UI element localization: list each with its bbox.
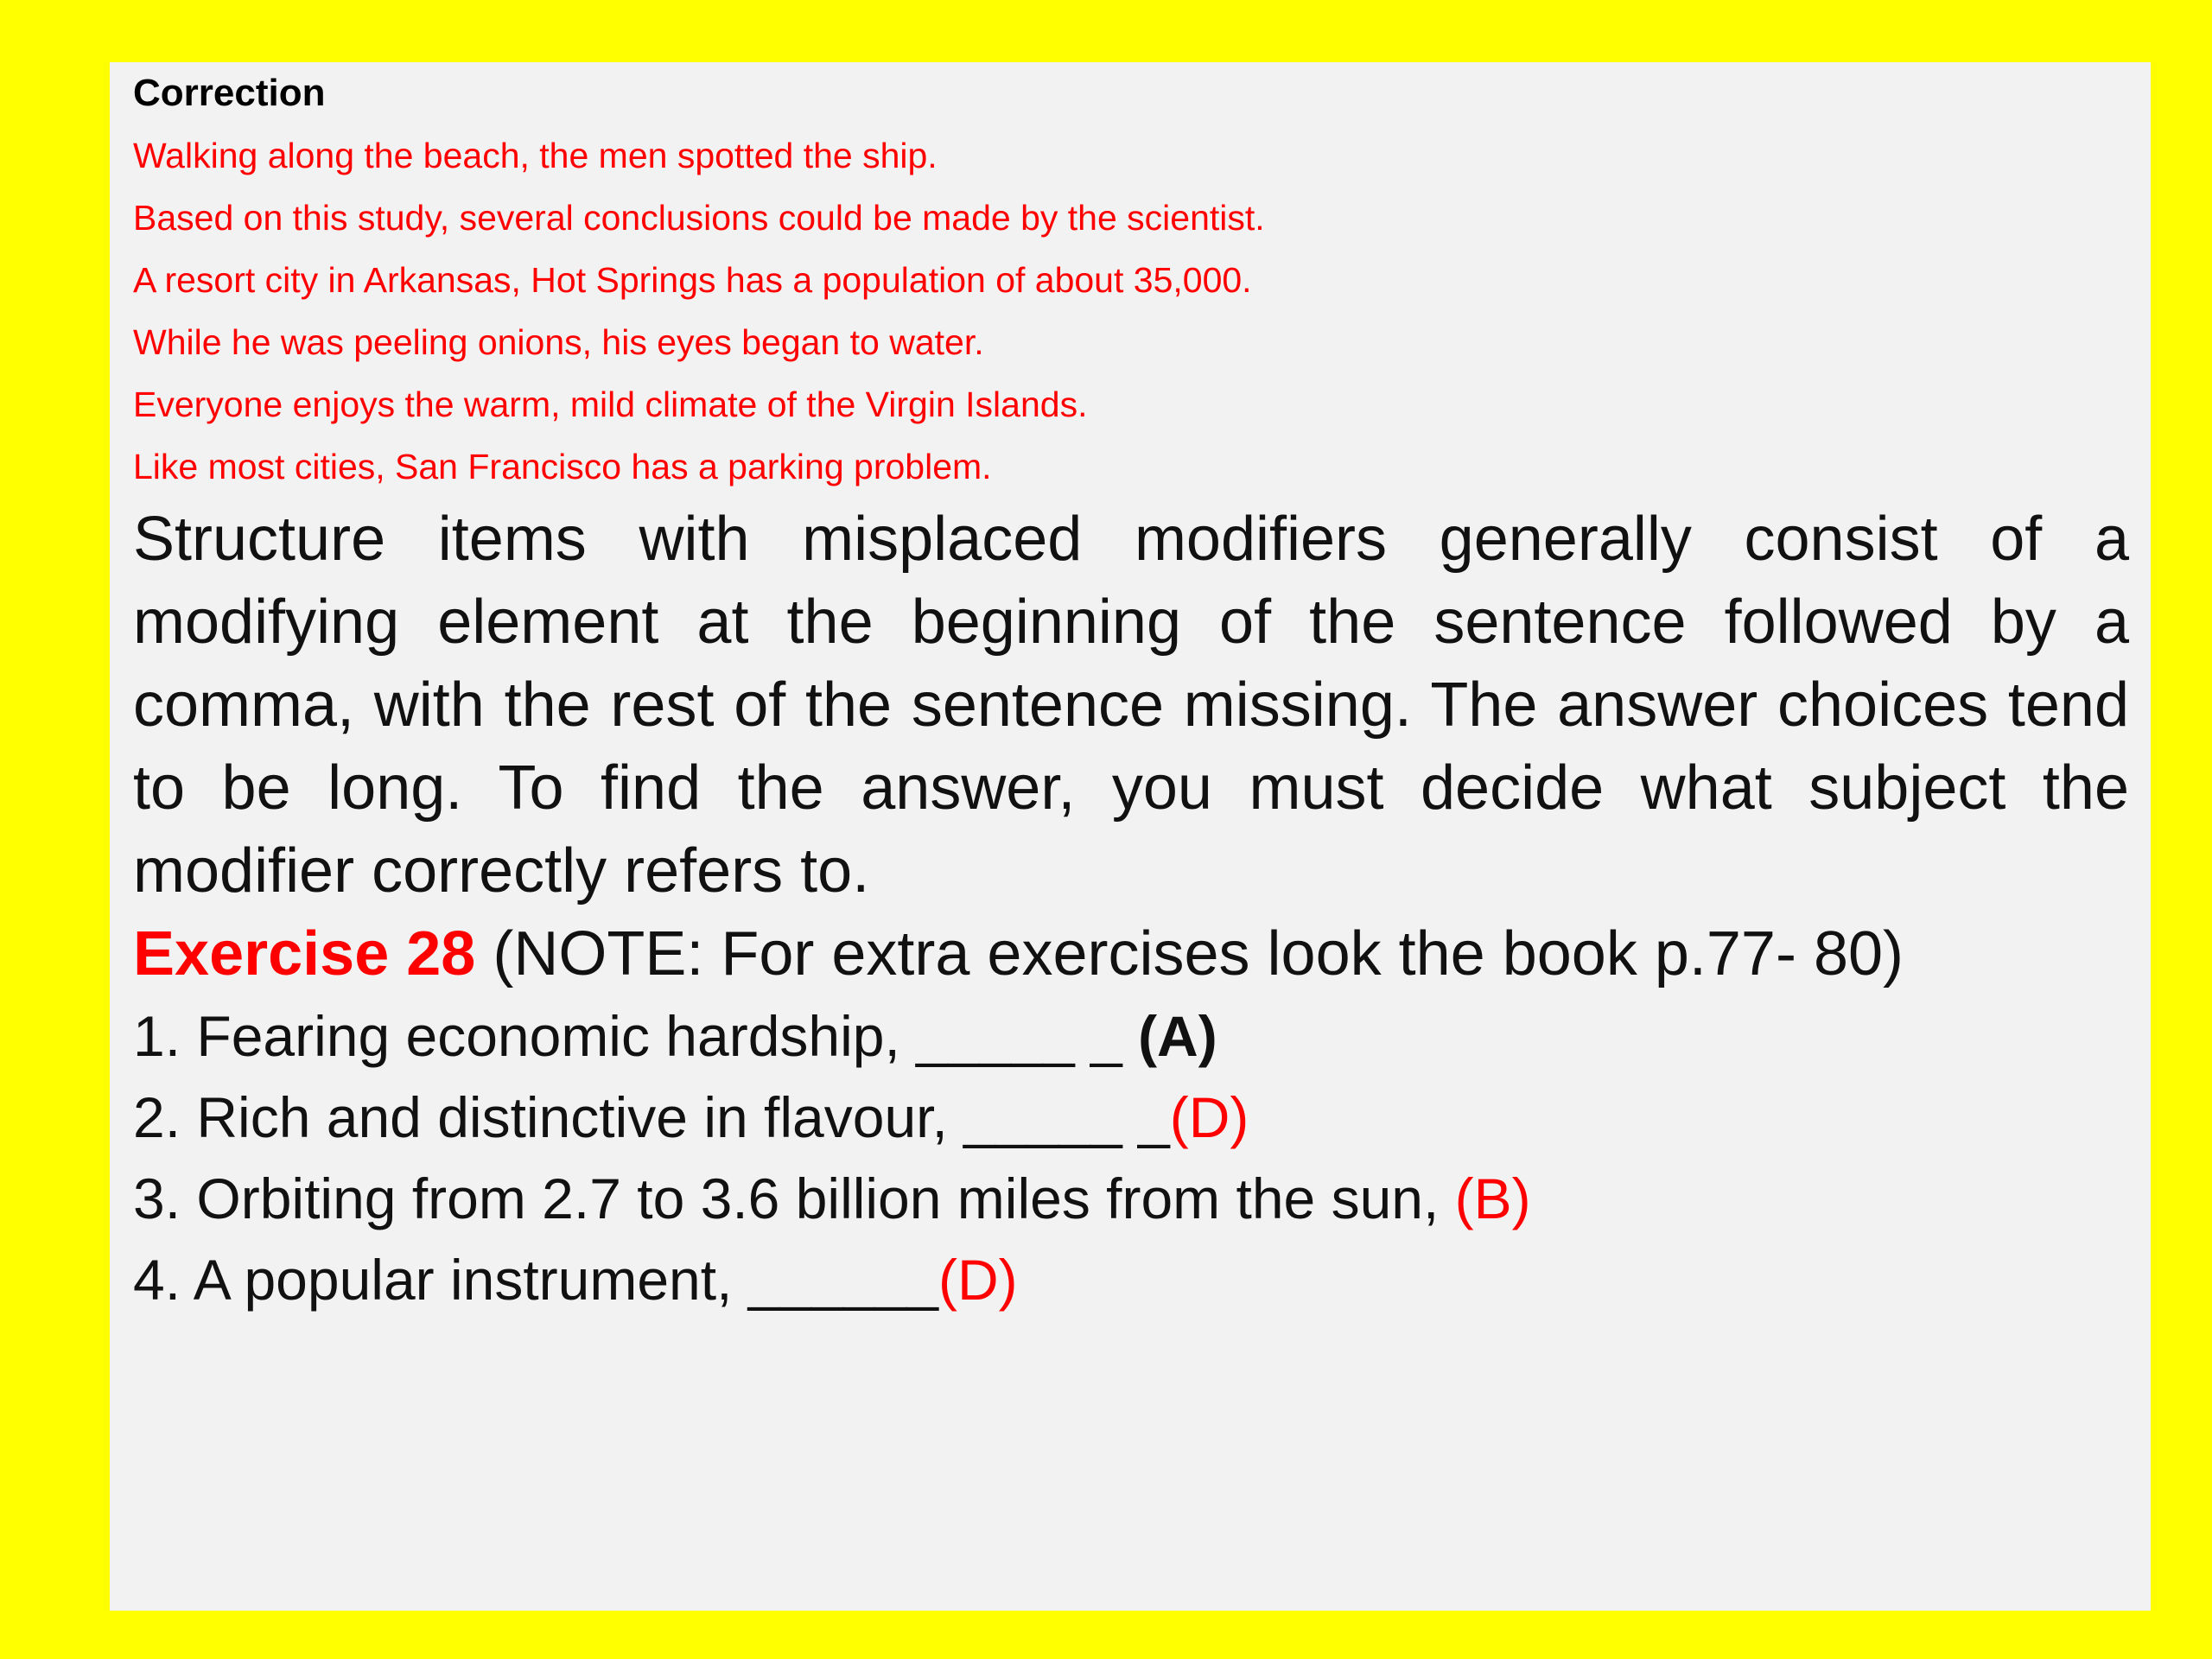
slide: [110, 62, 2151, 1611]
item-text: 3. Orbiting from 2.7 to 3.6 billion miles from the sun,: [133, 1166, 1455, 1230]
item-answer: (D): [938, 1248, 1018, 1312]
exercise-item: [133, 1077, 2129, 1158]
correction-line: Everyone enjoys the warm, mild climate of the Virgin Islands.: [133, 385, 1088, 424]
exercise-item: [133, 1239, 2129, 1320]
item-text: 4. A popular instrument, ______: [133, 1248, 938, 1312]
slide-content: [133, 62, 2129, 1320]
explanation-paragraph: Structure items with misplaced modifiers generally consist of a modifying element at the beginning of the sentence followed by a comma, with the rest of the sentence missing. The answer choices tend to be long. To find the answer, you must decide what subject the modifier correctly refers to.: [133, 505, 2129, 906]
correction-line: Based on this study, several conclusions could be made by the scientist.: [133, 198, 1265, 238]
correction-line: While he was peeling onions, his eyes began to water.: [133, 322, 984, 362]
exercise-item: [133, 995, 2129, 1077]
exercise-items: [133, 995, 2129, 1320]
exercise-heading: [133, 912, 2129, 995]
item-answer: (D): [1169, 1085, 1249, 1149]
exercise-note: (NOTE: For extra exercises look the book p.77- 80): [475, 919, 1904, 988]
item-answer: (B): [1454, 1166, 1531, 1230]
item-answer: (A): [1138, 1004, 1217, 1068]
exercise-title: Exercise 28: [133, 919, 476, 988]
correction-title: Correction: [133, 72, 326, 114]
exercise-item: [133, 1158, 2129, 1239]
item-text: 1. Fearing economic hardship, _____ _: [133, 1004, 1139, 1068]
correction-line: A resort city in Arkansas, Hot Springs has a population of about 35,000.: [133, 260, 1252, 300]
correction-line: Walking along the beach, the men spotted the ship.: [133, 136, 938, 175]
correction-line: Like most cities, San Francisco has a parking problem.: [133, 447, 992, 486]
item-text: 2. Rich and distinctive in flavour, _____ _: [133, 1085, 1170, 1149]
